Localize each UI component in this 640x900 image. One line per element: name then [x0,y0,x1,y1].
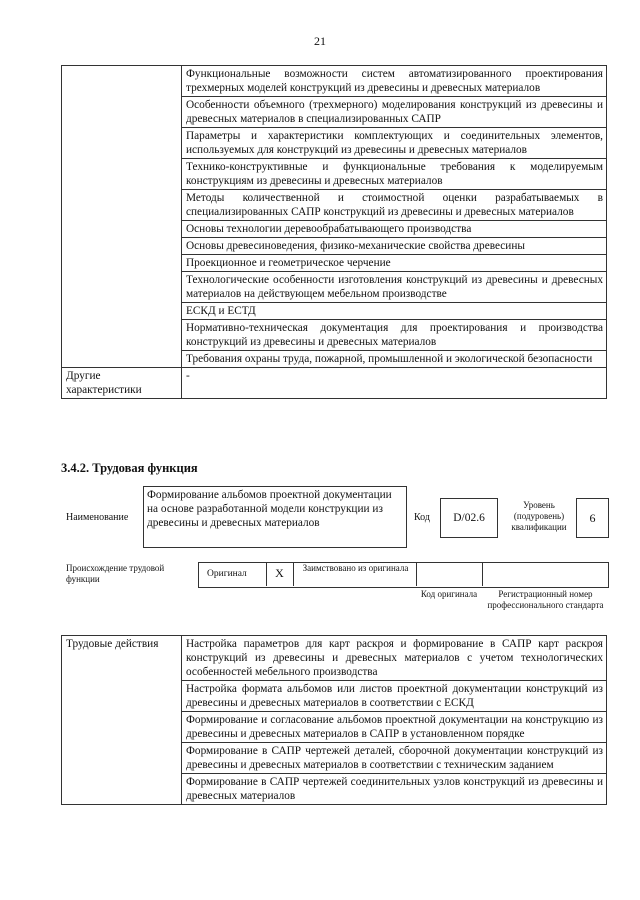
table-row [62,368,607,399]
knowledge-item: Технологические особенности изготовления конструкций из древесины и древесных материалов на действующем мебельном производстве [182,272,607,303]
knowledge-item: Требования охраны труда, пожарной, промышленной и экологической безопасности [182,351,607,368]
section-heading: 3.4.2. Трудовая функция [61,461,198,475]
knowledge-item: ЕСКД и ЕСТД [182,303,607,320]
knowledge-item: Технико-конструктивные и функциональные требования к моделируемым конструкциям из древесины и древесных материалов [182,159,607,190]
knowledge-item: Основы древесиноведения, физико-механические свойства древесины [182,238,607,255]
empty-label-cell [62,66,182,368]
function-name: Формирование альбомов проектной документации на основе разработанной модели конструкции из древесины и древесных материалов [143,486,407,548]
labor-actions-label: Трудовые действия [62,636,182,805]
labor-action: Формирование в САПР чертежей соединительных узлов конструкций из древесины и древесных материалов [182,774,607,805]
qualification-level-label: Уровень (подуровень) квалификации [511,500,567,532]
knowledge-item: Нормативно-техническая документация для проектирования и производства конструкций из древесины и древесных материалов [182,320,607,351]
code-label: Код [414,512,430,523]
function-code: D/02.6 [440,498,498,538]
code-original-caption: Код оригинала [420,589,478,599]
other-characteristics-label: Другие характеристики [62,368,182,399]
qualification-level-value: 6 [576,498,609,538]
labor-action: Формирование в САПР чертежей деталей, сборочной документации конструкций из древесины и древесных материалов в соответствии с техническим заданием [182,743,607,774]
knowledge-item: Основы технологии деревообрабатывающего производства [182,221,607,238]
page-number: 21 [314,34,326,48]
labor-action: Настройка формата альбомов или листов проектной документации конструкций из древесины и древесных материалов в соответствии с ЕСКД [182,681,607,712]
registration-number-caption: Регистрационный номер профессионального стандарта [487,589,604,610]
knowledge-item: Методы количественной и стоимостной оценки разрабатываемых в специализированных САПР конструкций из древесины и древесных материалов [182,190,607,221]
knowledge-table [61,65,607,399]
divider [293,562,294,586]
labor-actions-table [61,635,607,805]
labor-action: Формирование и согласование альбомов проектной документации на конструкцию из древесины и древесных материалов в САПР в установленном порядке [182,712,607,743]
divider [416,562,417,586]
knowledge-item: Проекционное и геометрическое черчение [182,255,607,272]
knowledge-item: Особенности объемного (трехмерного) моделирования конструкций из древесины и древесных материалов в специализированных САПР [182,97,607,128]
name-label: Наименование [66,512,129,523]
origin-label: Происхождение трудовой функции [66,563,165,584]
table-row [62,636,607,681]
original-label: Оригинал [207,569,247,579]
table-row [62,66,607,97]
divider [482,562,483,586]
original-mark: X [275,566,284,580]
knowledge-item: Параметры и характеристики комплектующих и соединительных элементов, используемых для конструкций из древесины и древесных материалов [182,128,607,159]
borrowed-label: Заимствовано из оригинала [302,563,409,573]
other-characteristics-value: - [182,368,607,399]
knowledge-item: Функциональные возможности систем автоматизированного проектирования трехмерных моделей конструкций из древесины и древесных материалов [182,66,607,97]
labor-action: Настройка параметров для карт раскроя и формирование в САПР карт раскроя конструкций из древесины и древесных материалов с учетом технологических особенностей мебельного производства [182,636,607,681]
